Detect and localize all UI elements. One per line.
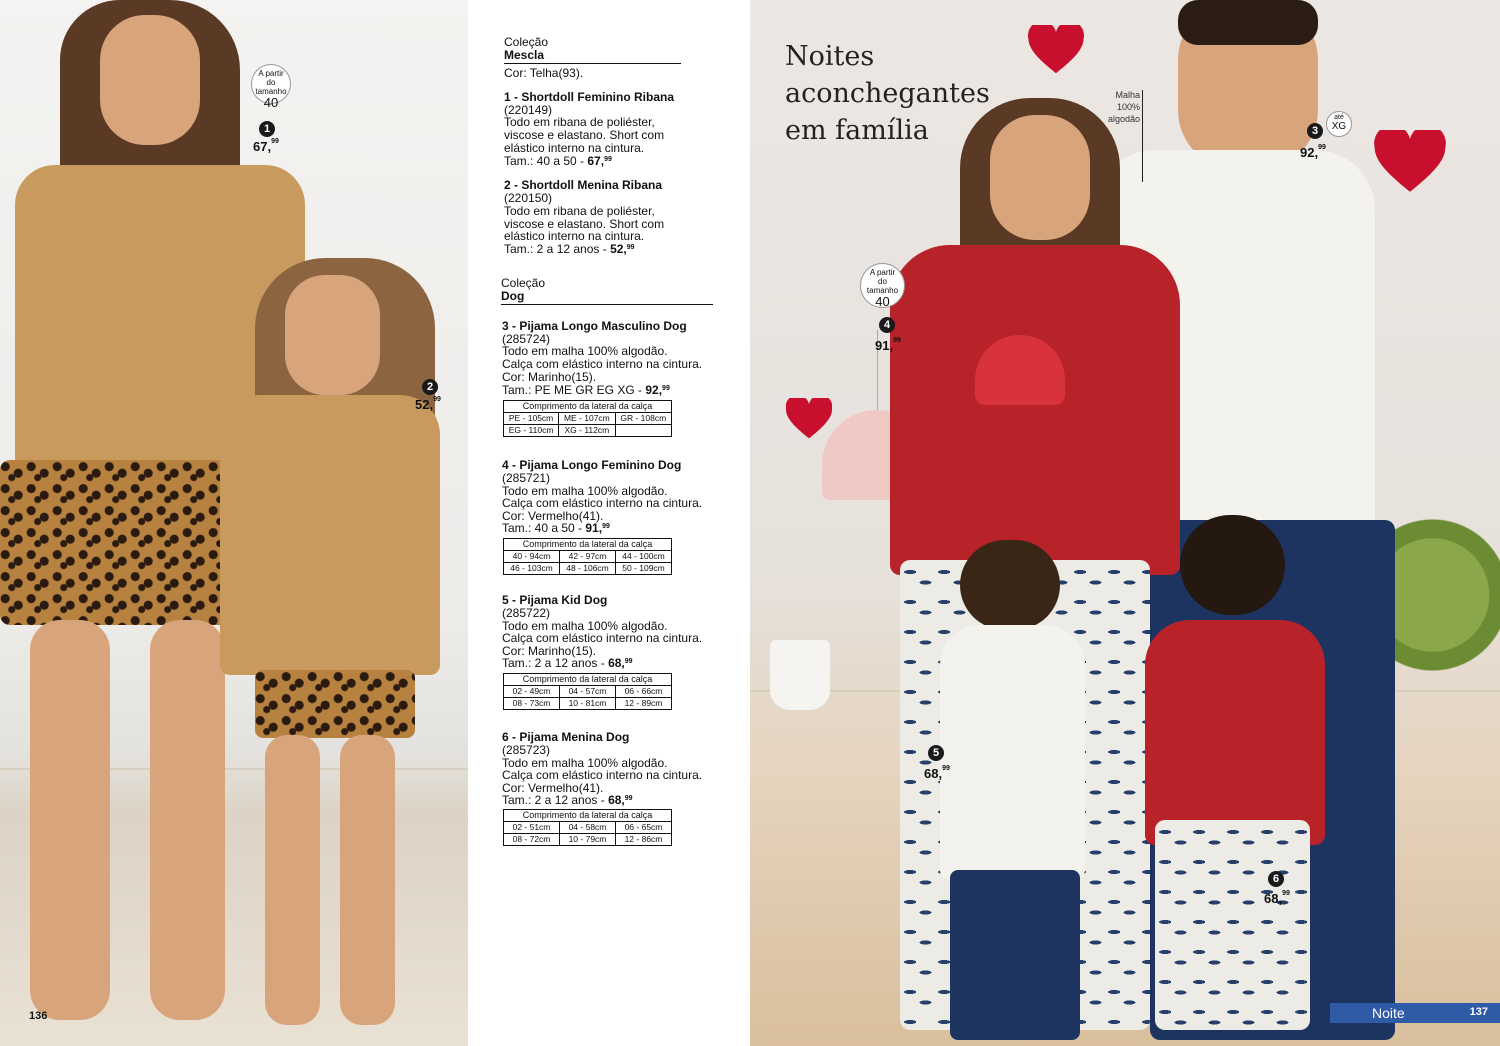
table-row — [504, 413, 672, 425]
product-desc: Todo em ribana de poliéster, — [504, 115, 655, 129]
product-sizes-price: Tam.: 2 a 12 anos - 68,99 — [502, 793, 633, 807]
product-color: Cor: Vermelho(41). — [502, 781, 604, 795]
product-desc: viscose e elastano. Short com — [504, 128, 665, 142]
table-cell: 08 - 72cm — [504, 834, 560, 846]
girl-leg-right — [340, 735, 395, 1025]
table-cell: 06 - 66cm — [615, 686, 671, 698]
product-color: Cor: Marinho(15). — [502, 644, 597, 658]
product-code: (220150) — [504, 191, 553, 205]
woman-leopard-shorts — [0, 460, 250, 625]
product-desc: viscose e elastano. Short com — [504, 217, 665, 231]
product-desc: Todo em malha 100% algodão. — [502, 756, 668, 770]
item-marker-2: 2 — [422, 379, 438, 395]
product-desc: Todo em malha 100% algodão. — [502, 484, 668, 498]
headline-line: em família — [785, 115, 929, 146]
table-row — [504, 563, 672, 575]
product-sizes-price: Tam.: 40 a 50 - 91,99 — [502, 521, 610, 535]
item-marker-5: 5 — [928, 745, 944, 761]
left-product-photo — [0, 0, 468, 1046]
product-title: 1 - Shortdoll Feminino Ribana — [504, 90, 675, 104]
fabric-callout — [1094, 89, 1140, 125]
girl-tshirt — [220, 395, 440, 675]
page-number-left: 136 — [29, 1010, 48, 1022]
heart-icon — [1374, 130, 1446, 194]
girl-legs — [265, 735, 320, 1025]
collection-rule — [501, 304, 713, 305]
girl-dog-print-pants — [1155, 820, 1310, 1030]
product-desc: Calça com elástico interno na cintura. — [502, 768, 703, 782]
product-title: 5 - Pijama Kid Dog — [502, 593, 608, 607]
product-title: 3 - Pijama Longo Masculino Dog — [502, 319, 687, 333]
table-row — [504, 822, 672, 834]
table-cell: 02 - 51cm — [504, 822, 560, 834]
product-desc: elástico interno na cintura. — [504, 229, 645, 243]
table-cell: 46 - 103cm — [504, 563, 560, 575]
price-tag-5: 68,99 — [924, 765, 950, 781]
table-row — [504, 425, 672, 437]
table-cell: 50 - 109cm — [616, 563, 672, 575]
collection-name: Dog — [501, 289, 525, 303]
product-sizes-price: Tam.: 2 a 12 anos - 52,99 — [504, 242, 635, 256]
product-color: Cor: Vermelho(41). — [502, 509, 604, 523]
product-desc: Todo em malha 100% algodão. — [502, 619, 668, 633]
product-desc: Calça com elástico interno na cintura. — [502, 496, 703, 510]
table-cell: 04 - 58cm — [559, 822, 615, 834]
product-code: (220149) — [504, 103, 553, 117]
size-length-table — [503, 400, 672, 437]
headline — [785, 38, 990, 149]
table-row — [504, 686, 672, 698]
table-header: Comprimento da lateral da calça — [504, 539, 672, 551]
collection-name: Mescla — [504, 48, 545, 62]
table-header: Comprimento da lateral da calça — [504, 401, 672, 413]
price-tag-2: 52,99 — [415, 396, 441, 412]
product-code: (285724) — [502, 332, 551, 346]
heart-icon — [1028, 25, 1084, 75]
table-header: Comprimento da lateral da calça — [504, 674, 672, 686]
price-tag-4: 91,99 — [875, 337, 901, 353]
right-product-photo — [750, 0, 1500, 1046]
table-cell: 02 - 49cm — [504, 686, 560, 698]
table-cell: XG - 112cm — [559, 425, 615, 437]
product-desc: Calça com elástico interno na cintura. — [502, 357, 703, 371]
size-badge-40: A partir do tamanho 40 — [860, 263, 905, 308]
table-row — [504, 551, 672, 563]
item-marker-4: 4 — [879, 317, 895, 333]
size-length-table — [503, 809, 672, 846]
size-length-table — [503, 538, 672, 575]
table-cell: 12 - 89cm — [615, 698, 671, 710]
girl-face — [285, 275, 380, 395]
section-label: Noite — [1372, 1005, 1405, 1021]
table-header: Comprimento da lateral da calça — [504, 810, 672, 822]
product-code: (285722) — [502, 606, 551, 620]
plant-pot — [770, 640, 830, 710]
callout-line: 100% — [1116, 102, 1140, 112]
table-cell: GR - 108cm — [615, 413, 671, 425]
product-sizes-price: Tam.: PE ME GR EG XG - 92,99 — [502, 383, 670, 397]
headline-line: aconchegantes — [785, 78, 990, 109]
product-color: Cor: Marinho(15). — [502, 370, 597, 384]
product-desc: elástico interno na cintura. — [504, 141, 645, 155]
price-tag-6: 68,99 — [1264, 890, 1290, 906]
table-cell: 10 - 81cm — [559, 698, 615, 710]
page-number-right: 137 — [1469, 1006, 1488, 1018]
collection-label: Coleção — [504, 35, 549, 49]
woman-legs — [30, 620, 110, 1020]
table-cell: 44 - 100cm — [616, 551, 672, 563]
table-cell: ME - 107cm — [559, 413, 615, 425]
price-tag-1: 67,99 — [253, 138, 279, 154]
girl-hair-right — [1180, 515, 1285, 615]
woman-leg-right — [150, 620, 225, 1020]
collection-label: Coleção — [501, 276, 546, 290]
size-length-table — [503, 673, 672, 710]
table-cell: 42 - 97cm — [560, 551, 616, 563]
woman-face-right — [990, 115, 1090, 240]
item-marker-1: 1 — [259, 121, 275, 137]
woman-red-top — [890, 245, 1180, 575]
girl-leopard-shorts — [255, 670, 415, 738]
headline-line: Noites — [785, 41, 875, 72]
product-title: 6 - Pijama Menina Dog — [502, 730, 630, 744]
boy-hair — [960, 540, 1060, 630]
section-footer-bar — [1330, 1003, 1500, 1023]
size-badge-xg: até XG — [1326, 111, 1352, 137]
table-cell: 40 - 94cm — [504, 551, 560, 563]
size-badge: A partir do tamanho 40 — [251, 64, 291, 104]
product-code: (285723) — [502, 743, 551, 757]
product-title: 4 - Pijama Longo Feminino Dog — [502, 458, 682, 472]
collection-color: Cor: Telha(93). — [504, 66, 584, 80]
item-marker-3: 3 — [1307, 123, 1323, 139]
product-desc: Todo em malha 100% algodão. — [502, 344, 668, 358]
callout-line: Malha — [1115, 90, 1140, 100]
product-title: 2 - Shortdoll Menina Ribana — [504, 178, 663, 192]
table-row — [504, 698, 672, 710]
table-cell: 48 - 106cm — [560, 563, 616, 575]
table-cell: 12 - 86cm — [615, 834, 671, 846]
price-tag-3: 92,99 — [1300, 144, 1326, 160]
callout-line: algodão — [1107, 114, 1140, 124]
man-hair — [1178, 0, 1318, 45]
girl-red-top — [1145, 620, 1325, 845]
table-cell: 10 - 79cm — [559, 834, 615, 846]
table-row — [504, 834, 672, 846]
heart-icon — [786, 398, 832, 440]
callout-leader-line — [1142, 90, 1143, 182]
table-cell: 06 - 65cm — [615, 822, 671, 834]
table-cell: PE - 105cm — [504, 413, 559, 425]
product-sizes-price: Tam.: 40 a 50 - 67,99 — [504, 154, 612, 168]
product-code: (285721) — [502, 471, 551, 485]
product-sizes-price: Tam.: 2 a 12 anos - 68,99 — [502, 656, 633, 670]
collection-rule — [504, 63, 681, 64]
table-cell — [615, 425, 671, 437]
boy-white-shirt — [940, 625, 1085, 880]
product-description-column — [468, 0, 750, 1046]
product-desc: Todo em ribana de poliéster, — [504, 204, 655, 218]
item-marker-6: 6 — [1268, 871, 1284, 887]
boy-navy-pants — [950, 870, 1080, 1040]
table-cell: 08 - 73cm — [504, 698, 560, 710]
table-cell: 04 - 57cm — [559, 686, 615, 698]
table-cell: EG - 110cm — [504, 425, 559, 437]
woman-face — [100, 15, 200, 145]
product-desc: Calça com elástico interno na cintura. — [502, 631, 703, 645]
